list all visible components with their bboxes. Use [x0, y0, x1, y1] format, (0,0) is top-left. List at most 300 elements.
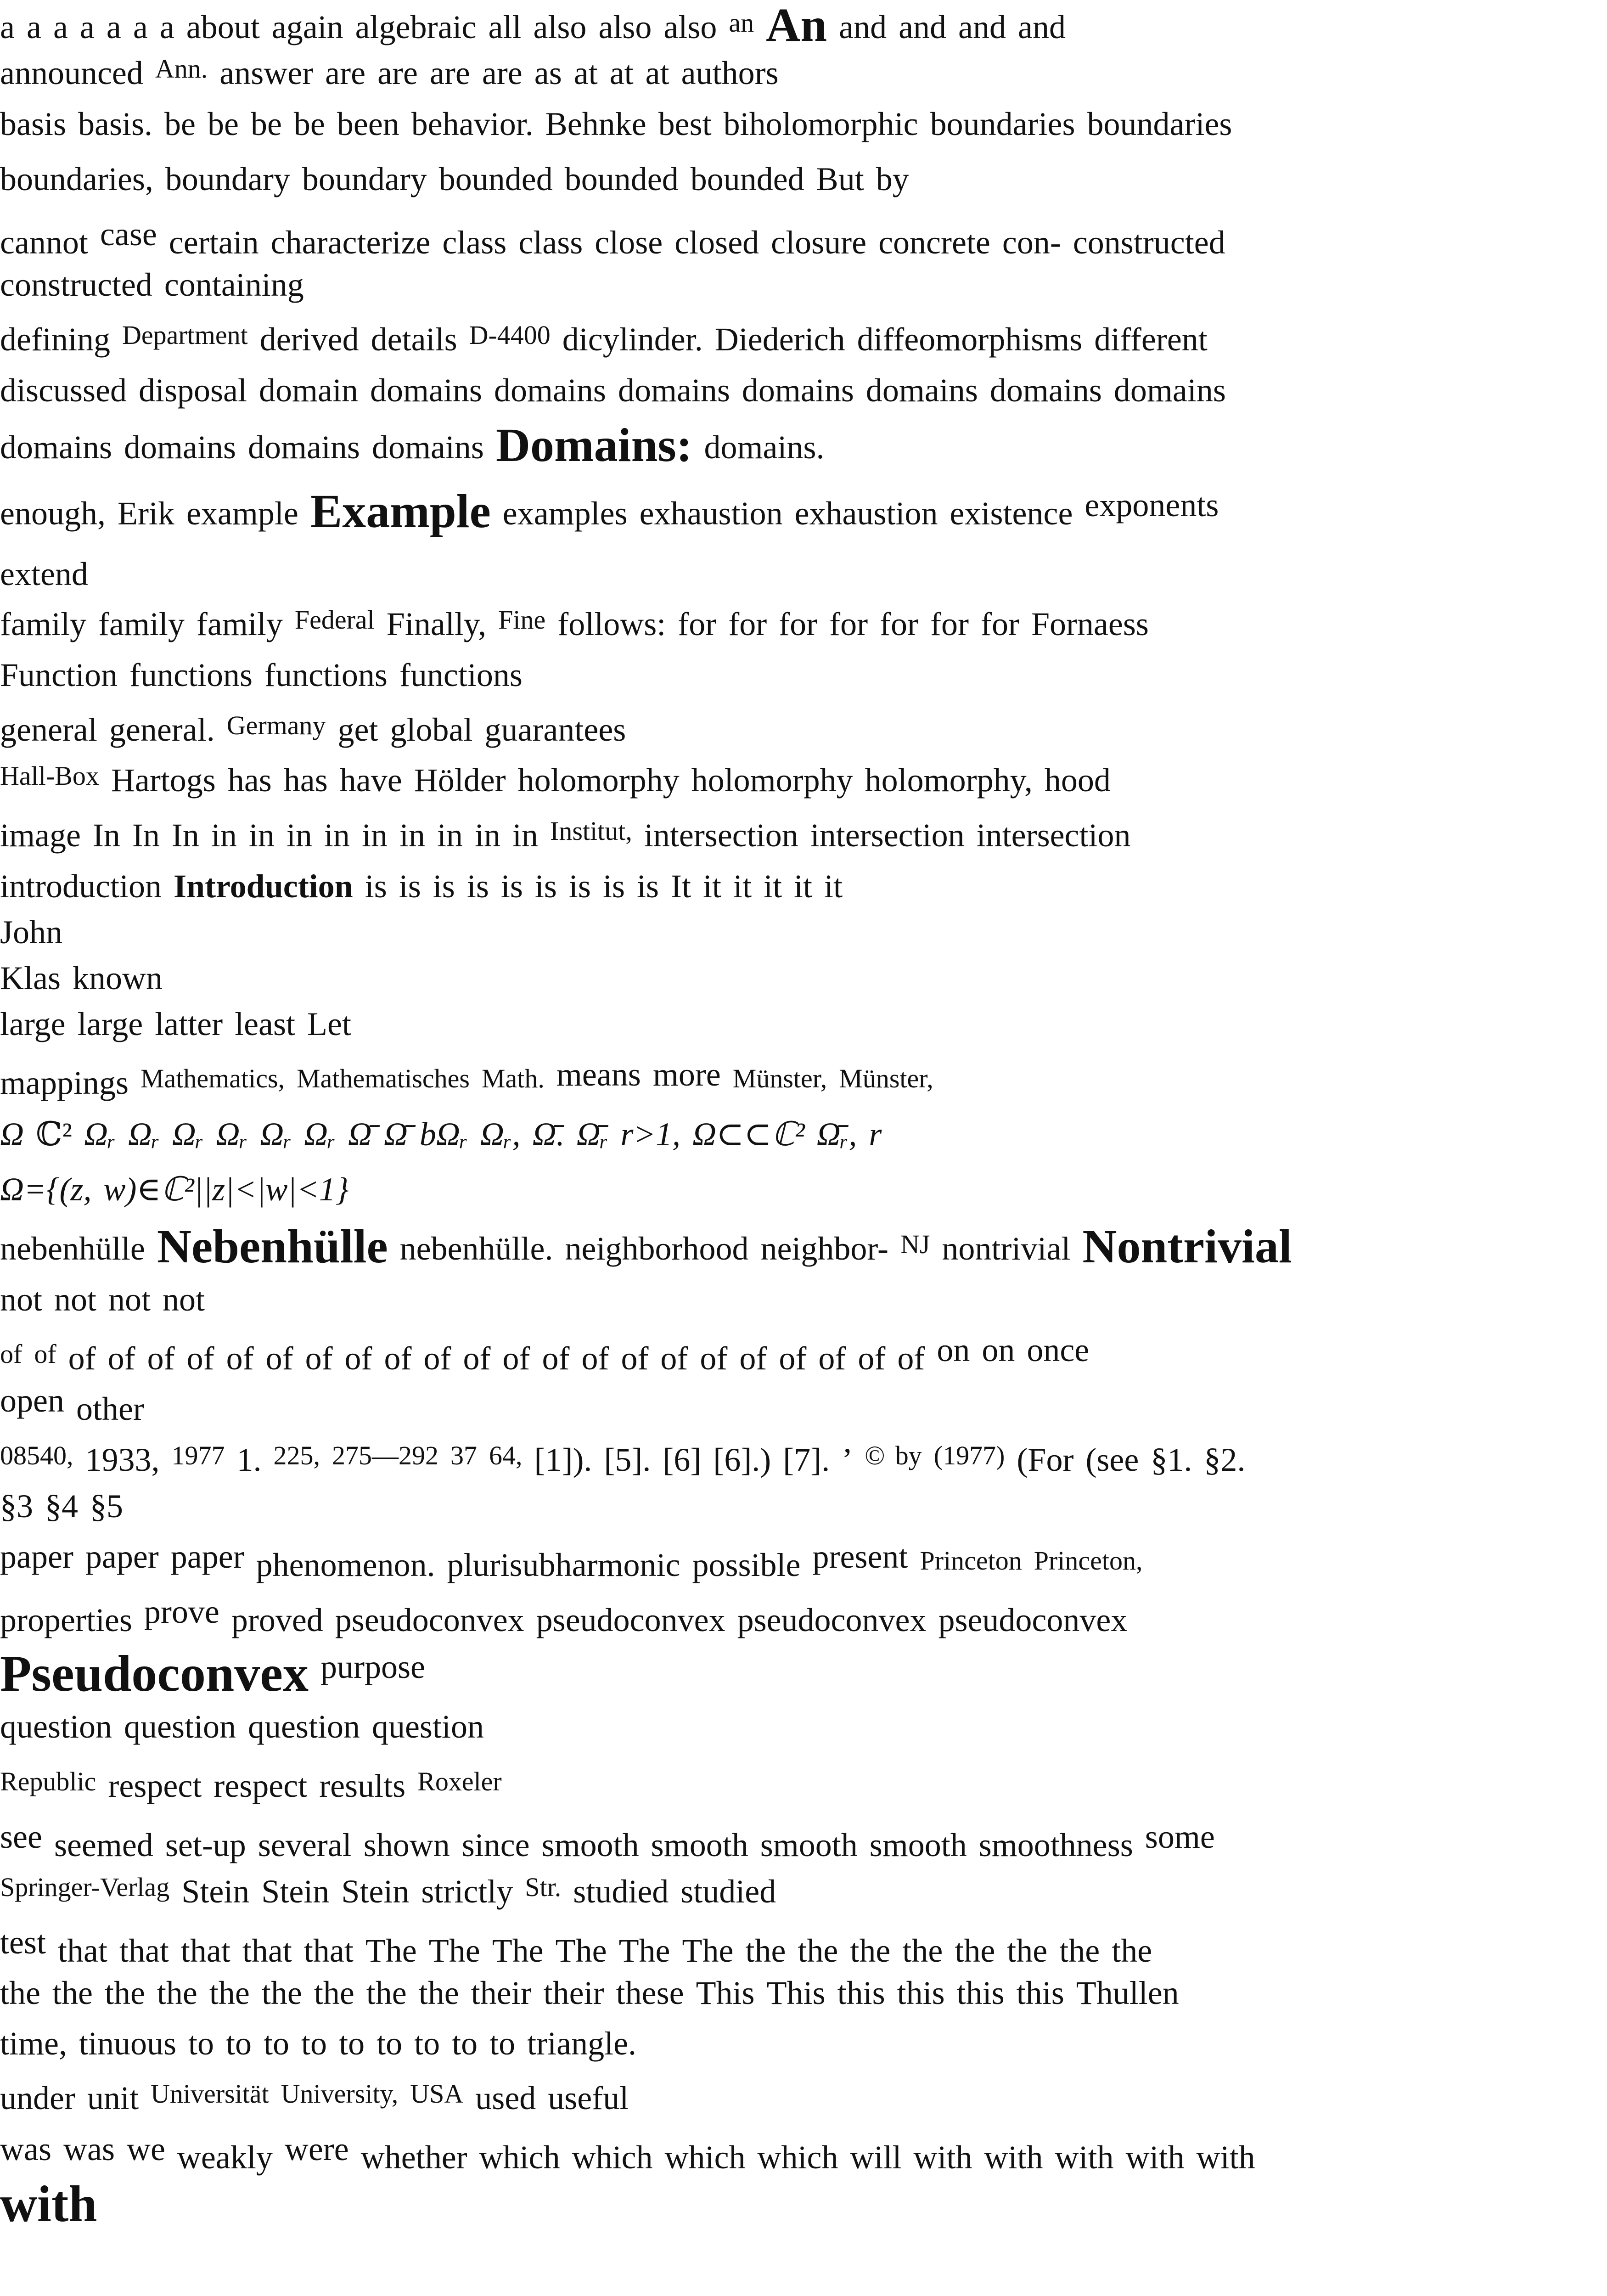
- index-word: to: [414, 2025, 440, 2062]
- index-word: exhaustion: [639, 495, 783, 532]
- index-word: these: [616, 1975, 684, 2011]
- index-word: triangle.: [527, 2025, 637, 2062]
- index-word: Behnke: [545, 106, 646, 142]
- index-word: see: [0, 1818, 42, 1855]
- index-word: Klas: [0, 960, 61, 996]
- index-word: boundary: [165, 161, 290, 197]
- index-word: test: [0, 1924, 46, 1961]
- index-word: boundaries: [1087, 106, 1232, 142]
- index-word: at: [609, 55, 634, 91]
- index-word: intersection: [644, 817, 798, 854]
- index-word: The: [492, 1932, 544, 1969]
- index-word: domains: [247, 429, 360, 466]
- index-word: is: [399, 868, 421, 905]
- index-word: §3: [0, 1488, 33, 1525]
- index-word: pseudoconvex: [938, 1602, 1128, 1638]
- index-word: Finally,: [386, 606, 487, 642]
- index-word: closed: [674, 224, 759, 261]
- index-word: large: [0, 1006, 66, 1042]
- index-word: with: [1125, 2139, 1185, 2176]
- index-word: not: [0, 1281, 43, 1318]
- index-word: purpose: [320, 1649, 425, 1685]
- index-word: Erik: [117, 495, 174, 532]
- index-word: bounded: [690, 161, 804, 197]
- index-word: also: [663, 9, 717, 45]
- index-word: ’: [842, 1441, 853, 1478]
- index-word: of: [818, 1340, 846, 1377]
- index-word: and: [899, 9, 947, 45]
- index-word: possible: [692, 1547, 801, 1583]
- index-word: in: [512, 817, 539, 854]
- index-word: nebenhülle.: [399, 1230, 553, 1267]
- index-word: proved: [231, 1602, 323, 1638]
- index-word: of: [384, 1340, 412, 1377]
- index-word: family: [196, 606, 283, 642]
- index-word: in: [399, 817, 425, 854]
- index-line: [0, 1327, 1101, 1387]
- index-word: on: [982, 1332, 1015, 1368]
- index-word: Fine: [498, 605, 546, 635]
- index-word: a: [133, 9, 148, 45]
- index-word: The: [428, 1932, 480, 1969]
- index-word: Ω={(z, w)∈ℂ²||z|<|w|<1}: [0, 1171, 349, 1208]
- index-word: concrete: [878, 224, 990, 261]
- index-word: family: [98, 606, 185, 642]
- index-word: about: [186, 9, 260, 45]
- index-word: in: [248, 817, 275, 854]
- index-word: the: [418, 1975, 459, 2011]
- index-word: unit: [87, 2080, 139, 2116]
- index-word: intersection: [976, 817, 1131, 854]
- index-word: 1.: [236, 1441, 262, 1478]
- index-word: not: [54, 1281, 97, 1318]
- index-word: pseudoconvex: [335, 1602, 524, 1638]
- index-word: The: [555, 1932, 607, 1969]
- index-word: The: [365, 1932, 417, 1969]
- index-word: it: [794, 868, 813, 905]
- index-word: domains: [124, 429, 236, 466]
- index-word: image: [0, 817, 81, 854]
- index-word: In: [171, 817, 199, 854]
- index-word: a: [53, 9, 68, 45]
- index-word: at: [645, 55, 669, 91]
- index-word: family: [0, 606, 86, 642]
- index-word: functions: [399, 657, 523, 693]
- index-word: to: [339, 2025, 365, 2062]
- index-word: Ωᵣ: [84, 1116, 116, 1153]
- index-word: several: [258, 1827, 352, 1863]
- index-word: on: [937, 1332, 970, 1368]
- index-word: paper: [170, 1538, 244, 1575]
- index-word: of: [700, 1340, 728, 1377]
- index-word: properties: [0, 1602, 132, 1638]
- index-word: has: [283, 762, 328, 799]
- index-word: domains: [371, 429, 484, 466]
- index-word: Ωᵣ: [172, 1116, 204, 1153]
- index-word: (see: [1085, 1441, 1139, 1478]
- index-word: be: [164, 106, 196, 142]
- index-word: boundaries: [930, 106, 1075, 142]
- index-word: studied: [680, 1873, 776, 1910]
- index-word: Federal: [294, 605, 375, 635]
- index-word: hood: [1044, 762, 1111, 799]
- index-word: for: [728, 606, 767, 642]
- index-word: §2.: [1204, 1441, 1246, 1478]
- index-word: examples: [502, 495, 628, 532]
- index-word: §1.: [1151, 1441, 1192, 1478]
- index-line: [0, 1704, 496, 1763]
- index-word: constructed: [1073, 224, 1225, 261]
- index-line: [0, 1433, 1257, 1492]
- index-word: of: [344, 1340, 372, 1377]
- index-word: in: [211, 817, 237, 854]
- index-word: Math.: [481, 1064, 545, 1093]
- index-word: which: [572, 2139, 653, 2176]
- index-word: question: [0, 1708, 112, 1745]
- index-line: [0, 1864, 788, 1924]
- index-word: Republic: [0, 1767, 96, 1796]
- index-word: the: [1007, 1932, 1048, 1969]
- index-word: Mathematisches: [297, 1064, 470, 1093]
- index-word: Princeton,: [1034, 1546, 1143, 1576]
- index-word: NJ: [900, 1229, 930, 1259]
- index-word: more: [652, 1056, 721, 1093]
- index-word: existence: [950, 495, 1073, 532]
- index-word: we: [126, 2131, 165, 2167]
- index-line: [0, 1589, 1139, 1649]
- index-word: of: [660, 1340, 688, 1377]
- index-word: is: [602, 868, 625, 905]
- index-word: to: [226, 2025, 252, 2062]
- index-word: [5].: [604, 1441, 651, 1478]
- index-word: domains: [989, 372, 1102, 409]
- index-word: this: [956, 1975, 1005, 2011]
- index-word: extend: [0, 556, 88, 592]
- index-word: in: [437, 817, 463, 854]
- index-word: are: [377, 55, 418, 91]
- index-word: used: [475, 2080, 536, 2116]
- index-word: (1977): [933, 1441, 1005, 1470]
- index-word: 64,: [489, 1441, 523, 1470]
- index-word: useful: [548, 2080, 629, 2116]
- index-word: different: [1094, 321, 1208, 358]
- index-word: domains: [742, 372, 854, 409]
- index-word: Germany: [226, 710, 326, 740]
- index-word: functions: [264, 657, 388, 693]
- index-line: [0, 1052, 945, 1111]
- index-word: also: [533, 9, 587, 45]
- index-word: exhaustion: [794, 495, 938, 532]
- index-word: set-up: [165, 1827, 246, 1863]
- index-word: closure: [771, 224, 867, 261]
- index-word: of: [107, 1340, 135, 1377]
- index-word: of: [779, 1340, 807, 1377]
- index-word: domains: [370, 372, 482, 409]
- index-word: Ω̄: [348, 1116, 372, 1153]
- index-word: Münster,: [732, 1064, 827, 1093]
- index-word: smoothness: [978, 1827, 1133, 1863]
- index-line: [0, 101, 1244, 161]
- index-line: [0, 597, 1161, 657]
- index-word: [1]).: [534, 1441, 592, 1478]
- index-word: is: [466, 868, 489, 905]
- index-word: to: [264, 2025, 290, 2062]
- index-word: announced: [0, 55, 143, 91]
- index-word: question: [371, 1708, 484, 1745]
- index-word: of: [0, 1339, 22, 1369]
- index-word: under: [0, 2080, 75, 2116]
- index-word: Hall-Box: [0, 761, 99, 791]
- index-word: nebenhülle: [0, 1230, 145, 1267]
- index-word: are: [429, 55, 470, 91]
- index-word: been: [337, 106, 399, 142]
- index-word: class: [442, 224, 507, 261]
- index-word: best: [658, 106, 712, 142]
- index-word: University,: [281, 2079, 399, 2109]
- index-word: this: [837, 1975, 885, 2011]
- index-word: paper: [0, 1538, 73, 1575]
- index-word: r>1,: [620, 1116, 680, 1153]
- index-word: smooth: [760, 1827, 858, 1863]
- index-word: for: [678, 606, 717, 642]
- index-word: behavior.: [411, 106, 534, 142]
- index-word: (For: [1017, 1441, 1074, 1478]
- index-word: Mathematics,: [140, 1064, 285, 1093]
- index-line: [0, 419, 837, 482]
- index-word: are: [325, 55, 366, 91]
- index-word: of: [147, 1340, 175, 1377]
- index-word: Ωᵣ: [260, 1116, 292, 1153]
- index-word: will: [850, 2139, 902, 2176]
- index-word: bΩᵣ: [419, 1116, 468, 1153]
- index-word: to: [301, 2025, 327, 2062]
- index-word: certain: [169, 224, 259, 261]
- index-word: with: [984, 2139, 1043, 2176]
- index-word: with: [1196, 2139, 1255, 2176]
- index-word: neighborhood: [565, 1230, 749, 1267]
- index-word: domains: [494, 372, 606, 409]
- index-word: open: [0, 1382, 64, 1419]
- index-word: Introduction: [173, 868, 353, 905]
- index-word: biholomorphic: [723, 106, 918, 142]
- index-word: bounded: [438, 161, 553, 197]
- index-word: Stein: [341, 1873, 410, 1910]
- index-line: [0, 46, 791, 106]
- index-word: holomorphy: [691, 762, 853, 799]
- index-word: for: [829, 606, 868, 642]
- index-word: Ω̄: [383, 1116, 408, 1153]
- index-word: of: [265, 1340, 293, 1377]
- index-word: follows:: [557, 606, 666, 642]
- index-word: general.: [109, 711, 215, 748]
- index-word: Stein: [181, 1873, 250, 1910]
- index-word: Princeton: [920, 1546, 1022, 1576]
- index-word: which: [479, 2139, 560, 2176]
- index-word: This: [766, 1975, 826, 2011]
- index-word: Münster,: [839, 1064, 933, 1093]
- index-word: as: [534, 55, 562, 91]
- index-word: at: [573, 55, 598, 91]
- index-word: whether: [360, 2139, 467, 2176]
- index-word: is: [433, 868, 455, 905]
- index-word: authors: [681, 55, 779, 91]
- index-word: of: [542, 1340, 570, 1377]
- index-word: introduction: [0, 868, 162, 905]
- index-word: boundary: [302, 161, 427, 197]
- index-word: that: [180, 1932, 230, 1969]
- index-word: pseudoconvex: [536, 1602, 725, 1638]
- index-word: for: [880, 606, 919, 642]
- index-word: is: [636, 868, 659, 905]
- index-word: Nebenhülle: [157, 1220, 388, 1273]
- index-word: mappings: [0, 1064, 129, 1101]
- index-word: the: [261, 1975, 302, 2011]
- index-word: case: [100, 216, 157, 253]
- index-word: characterize: [270, 224, 431, 261]
- index-word: plurisubharmonic: [447, 1547, 680, 1583]
- index-word: dicylinder.: [562, 321, 703, 358]
- index-line: [0, 367, 1238, 427]
- index-line: [0, 1534, 1155, 1593]
- index-word: be: [250, 106, 282, 142]
- index-word: The: [618, 1932, 670, 1969]
- index-word: of: [621, 1340, 649, 1377]
- index-word: were: [284, 2131, 349, 2167]
- index-word: con-: [1002, 224, 1061, 261]
- index-word: §4: [45, 1488, 78, 1525]
- index-word: In: [132, 817, 160, 854]
- index-word: shown: [363, 1827, 450, 1863]
- index-word: question: [124, 1708, 236, 1745]
- index-line: [0, 482, 1231, 542]
- index-word: smooth: [541, 1827, 639, 1863]
- index-word: Ω: [0, 1116, 24, 1153]
- index-word: is: [500, 868, 523, 905]
- index-word: has: [227, 762, 272, 799]
- index-word: known: [72, 960, 163, 996]
- index-word: a: [159, 9, 174, 45]
- index-word: it: [733, 868, 752, 905]
- index-word: Ω̄ᵣ, r: [816, 1116, 882, 1153]
- index-word: of: [68, 1340, 96, 1377]
- index-word: studied: [573, 1873, 669, 1910]
- index-word: it: [764, 868, 782, 905]
- index-word: But: [816, 161, 864, 197]
- index-word: domains: [618, 372, 730, 409]
- index-word: be: [207, 106, 239, 142]
- index-line: [0, 1644, 437, 1704]
- index-line: [0, 863, 854, 923]
- index-word: [6].): [713, 1441, 771, 1478]
- index-line: [0, 1378, 156, 1437]
- index-word: example: [186, 495, 298, 532]
- index-line: [0, 1759, 514, 1818]
- index-word: the: [902, 1932, 943, 1969]
- index-word: phenomenon.: [256, 1547, 435, 1583]
- index-word: answer: [219, 55, 314, 91]
- index-word: that: [119, 1932, 169, 1969]
- index-word: of: [186, 1340, 214, 1377]
- index-word: the: [157, 1975, 197, 2011]
- index-line: [0, 2071, 641, 2131]
- index-word: in: [361, 817, 388, 854]
- index-word: close: [595, 224, 663, 261]
- index-word: get: [337, 711, 378, 748]
- index-word: derived: [259, 321, 359, 358]
- index-word: in: [474, 817, 500, 854]
- index-word: means: [556, 1056, 641, 1093]
- index-word: algebraic: [355, 9, 477, 45]
- index-word: cannot: [0, 224, 88, 261]
- index-word: the: [850, 1932, 891, 1969]
- index-word: latter: [155, 1006, 223, 1042]
- index-word: which: [664, 2139, 746, 2176]
- index-word: Institut,: [550, 816, 632, 846]
- index-word: constructed: [0, 266, 152, 303]
- index-word: intersection: [810, 817, 965, 854]
- index-word: exponents: [1084, 487, 1219, 523]
- index-word: USA: [410, 2079, 464, 2109]
- index-word: Diederich: [714, 321, 845, 358]
- index-word: Ann.: [155, 54, 208, 84]
- index-word: that: [242, 1932, 292, 1969]
- index-word: basis.: [78, 106, 152, 142]
- index-word: defining: [0, 321, 110, 358]
- index-word: is: [365, 868, 387, 905]
- index-word: of: [463, 1340, 491, 1377]
- index-line: [0, 1221, 1304, 1281]
- index-word: a: [106, 9, 121, 45]
- index-word: enough,: [0, 495, 106, 532]
- index-word: is: [568, 868, 591, 905]
- index-word: functions: [129, 657, 253, 693]
- index-word: of: [897, 1340, 925, 1377]
- index-word: Nontrivial: [1082, 1220, 1292, 1273]
- index-word: 275—292: [332, 1441, 438, 1470]
- index-word: the: [745, 1932, 786, 1969]
- index-word: respect: [108, 1767, 202, 1804]
- index-word: Universität: [150, 2079, 269, 2109]
- index-word: class: [518, 224, 583, 261]
- index-word: their: [543, 1975, 604, 2011]
- index-word: an: [729, 8, 754, 38]
- index-word: domains: [1113, 372, 1226, 409]
- index-word: The: [682, 1932, 734, 1969]
- index-word: Ω⊂⊂ℂ²: [692, 1116, 805, 1153]
- index-word: 37: [450, 1441, 477, 1470]
- index-word: paper: [85, 1538, 159, 1575]
- index-word: and: [839, 9, 887, 45]
- index-word: a: [79, 9, 95, 45]
- index-word: Ω̄ᵣ: [576, 1116, 609, 1153]
- index-word: pseudoconvex: [737, 1602, 927, 1638]
- index-word: This: [696, 1975, 755, 2011]
- index-word: Ωᵣ: [216, 1116, 248, 1153]
- index-word: was: [63, 2131, 115, 2167]
- index-word: this: [897, 1975, 945, 2011]
- index-word: Ωᵣ,: [480, 1116, 521, 1153]
- index-word: question: [247, 1708, 360, 1745]
- index-word: not: [108, 1281, 151, 1318]
- index-word: respect: [214, 1767, 308, 1804]
- index-line: [0, 156, 921, 216]
- index-line: [0, 2126, 1267, 2186]
- index-word: containing: [164, 266, 304, 303]
- index-word: of: [226, 1340, 254, 1377]
- index-word: domain: [259, 372, 358, 409]
- index-word: ℂ²: [36, 1116, 72, 1153]
- index-word: results: [319, 1767, 406, 1804]
